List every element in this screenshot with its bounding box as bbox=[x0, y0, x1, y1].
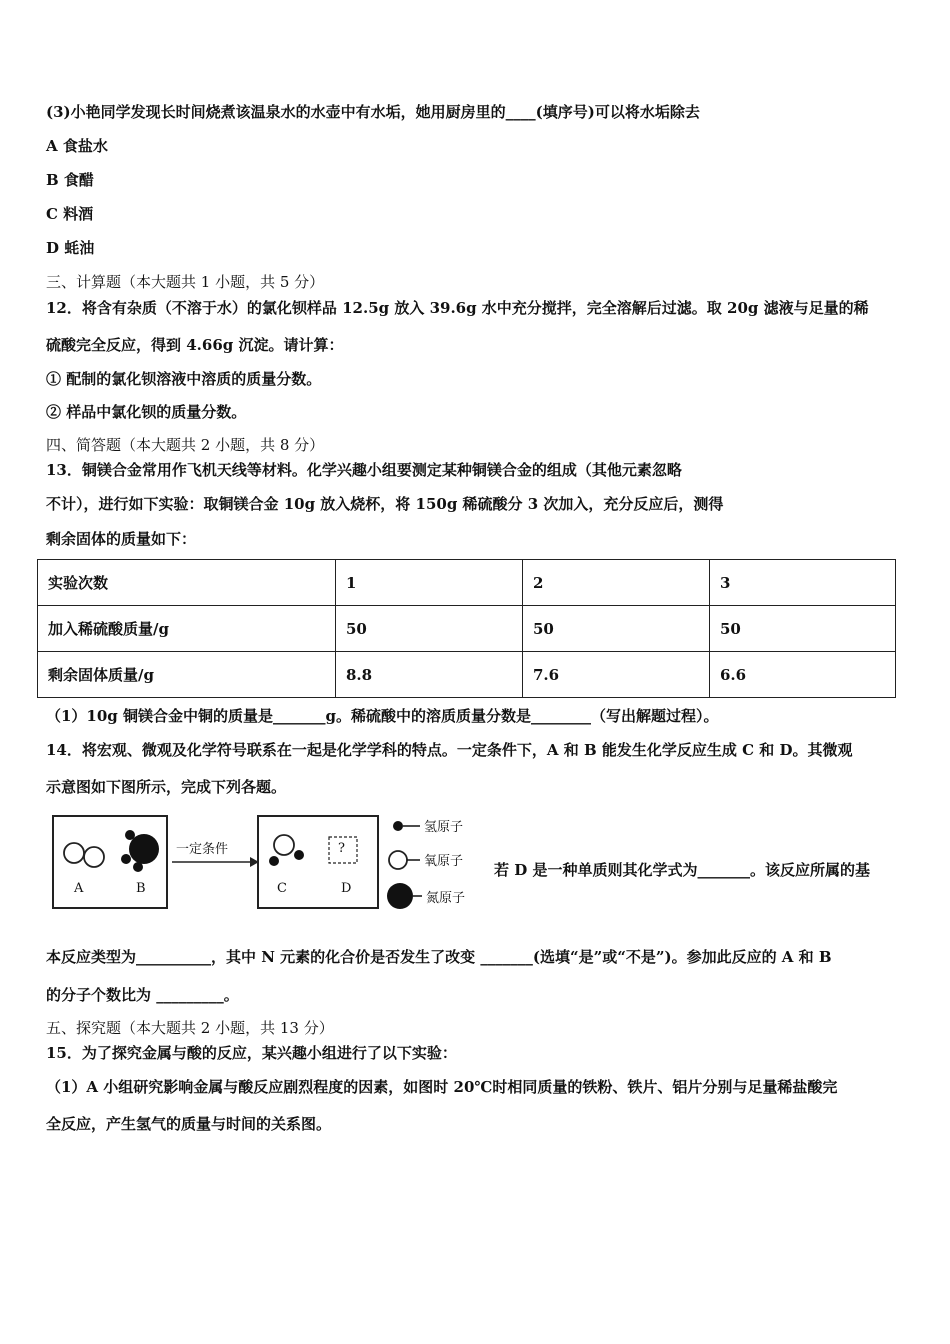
question-15-line3: 全反应，产生氢气的质量与时间的关系图。 bbox=[46, 1115, 332, 1133]
table-row bbox=[38, 560, 896, 606]
table-cell: 6.6 bbox=[710, 652, 896, 698]
table-cell: 50 bbox=[336, 606, 523, 652]
question-13-line1: 13．铜镁合金常用作飞机天线等材料。化学兴趣小组要测定某种铜镁合金的组成（其他元素忽略 bbox=[46, 461, 682, 479]
legend-hydrogen: 氢原子 bbox=[424, 820, 464, 835]
option-b: B 食醋 bbox=[46, 171, 94, 189]
question-13-part1: （1）10g 铜镁合金中铜的质量是_______g。稀硫酸中的溶质质量分数是________（写出解题过程）。 bbox=[46, 707, 719, 725]
reactants-box bbox=[52, 815, 168, 909]
question-14-line1: 14．将宏观、微观及化学符号联系在一起是化学学科的特点。一定条件下，A 和 B 能发生化学反应生成 C 和 D。其微观 bbox=[46, 741, 853, 759]
products-box bbox=[257, 815, 379, 909]
table-cell: 50 bbox=[710, 606, 896, 652]
table-cell: 50 bbox=[523, 606, 710, 652]
question-15-line2: （1）A 小组研究影响金属与酸反应剧烈程度的因素，如图时 20℃时相同质量的铁粉、铁片、铝片分别与足量稀盐酸完 bbox=[46, 1078, 838, 1096]
option-c: C 料酒 bbox=[46, 205, 94, 223]
question-14-line3: 若 D 是一种单质则其化学式为_______。该反应所属的基 bbox=[494, 861, 870, 879]
unknown-mark: ? bbox=[338, 841, 345, 856]
question-3: (3)小艳同学发现长时间烧煮该温泉水的水壶中有水垢，她用厨房里的____(填序号)可以将水垢除去 bbox=[46, 103, 700, 121]
reactant-molecules bbox=[54, 817, 166, 907]
table-cell: 3 bbox=[710, 560, 896, 606]
table-cell: 剩余固体质量/g bbox=[38, 652, 336, 698]
table-cell: 加入稀硫酸质量/g bbox=[38, 606, 336, 652]
question-14-line2: 示意图如下图所示，完成下列各题。 bbox=[46, 778, 287, 796]
question-13-line2: 不计），进行如下实验：取铜镁合金 10g 放入烧杯，将 150g 稀硫酸分 3 次加入，充分反应后，测得 bbox=[46, 495, 724, 513]
question-12-part2: ② 样品中氯化钡的质量分数。 bbox=[46, 403, 247, 421]
label-c: C bbox=[277, 881, 287, 896]
table-row bbox=[38, 652, 896, 698]
question-12-line1: 12．将含有杂质（不溶于水）的氯化钡样品 12.5g 放入 39.6g 水中充分搅拌，完全溶解后过滤。取 20g 滤液与足量的稀 bbox=[46, 299, 869, 317]
legend-oxygen: 氧原子 bbox=[424, 854, 464, 869]
table-cell: 7.6 bbox=[523, 652, 710, 698]
arrow-label: 一定条件 bbox=[176, 842, 229, 857]
table-cell: 8.8 bbox=[336, 652, 523, 698]
question-12-part1: ① 配制的氯化钡溶液中溶质的质量分数。 bbox=[46, 370, 322, 388]
legend-nitrogen: 氮原子 bbox=[426, 891, 466, 906]
section-4-heading: 四、简答题（本大题共 2 小题，共 8 分） bbox=[46, 436, 325, 454]
section-5-heading: 五、探究题（本大题共 2 小题，共 13 分） bbox=[46, 1019, 334, 1037]
question-13-line3: 剩余固体的质量如下： bbox=[46, 530, 197, 548]
label-b: B bbox=[136, 881, 146, 896]
question-14-line4: 本反应类型为__________，其中 N 元素的化合价是否发生了改变 _______(选填“是”或“不是”)。参加此反应的 A 和 B bbox=[46, 948, 832, 966]
option-d: D 蚝油 bbox=[46, 239, 95, 257]
experiment-table bbox=[37, 559, 896, 698]
question-14-line5: 的分子个数比为 _________。 bbox=[46, 986, 239, 1004]
table-cell: 2 bbox=[523, 560, 710, 606]
section-3-heading: 三、计算题（本大题共 1 小题，共 5 分） bbox=[46, 273, 325, 291]
label-a: A bbox=[74, 881, 84, 896]
table-cell: 实验次数 bbox=[38, 560, 336, 606]
reaction-arrow-icon bbox=[170, 854, 260, 874]
table-cell: 1 bbox=[336, 560, 523, 606]
label-d: D bbox=[341, 881, 352, 896]
table-row bbox=[38, 606, 896, 652]
question-15-line1: 15．为了探究金属与酸的反应，某兴趣小组进行了以下实验： bbox=[46, 1044, 457, 1062]
question-12-line2: 硫酸完全反应，得到 4.66g 沉淀。请计算： bbox=[46, 336, 344, 354]
option-a: A 食盐水 bbox=[46, 137, 108, 155]
reaction-diagram bbox=[52, 812, 482, 912]
legend-icons bbox=[386, 812, 426, 912]
